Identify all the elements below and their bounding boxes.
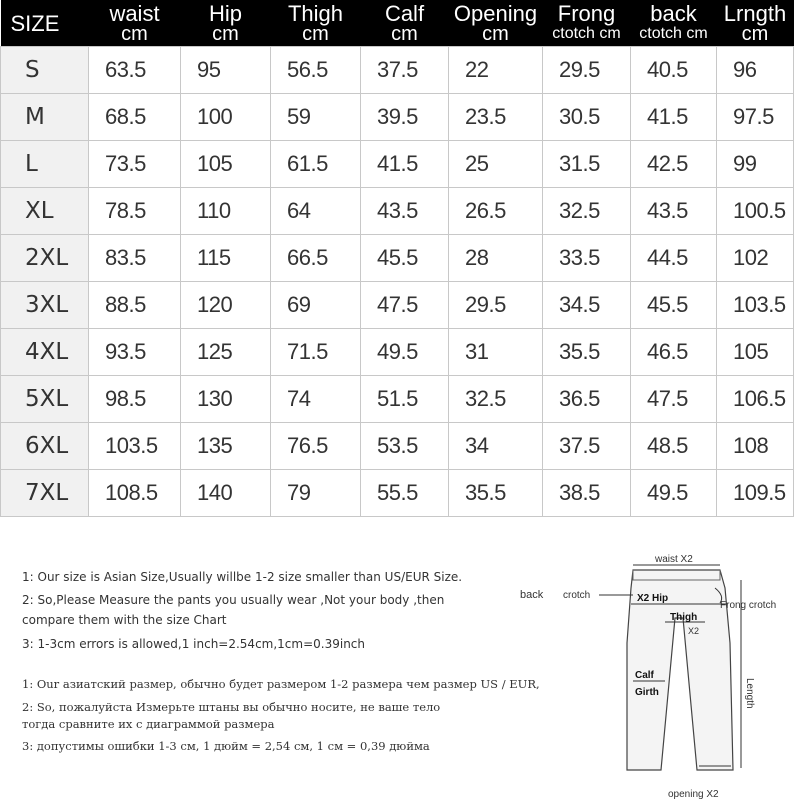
diagram-hip-label: X2 Hip [637,593,669,604]
cell-front-crotch: 35.5 [543,329,631,376]
cell-waist: 108.5 [89,470,181,517]
table-row [1,423,794,470]
cell-back-crotch: 44.5 [631,235,717,282]
cell-thigh: 76.5 [271,423,361,470]
cell-thigh: 66.5 [271,235,361,282]
note-en-2b: compare them with the size Chart [22,613,227,627]
column-header-unit: cm [121,23,148,45]
diagram-back-label: back [520,589,544,601]
cell-length: 96 [717,47,794,94]
cell-opening: 25 [449,141,543,188]
cell-hip: 125 [181,329,271,376]
column-header-title: Opening [453,1,538,26]
note-ru-3: 3: допустимы ошибки 1-3 см, 1 дюйм = 2,54 см, 1 см = 0,39 дюйма [22,739,430,753]
cell-front-crotch: 30.5 [543,94,631,141]
note-en-1: 1: Our size is Asian Size,Usually willbe 1-2 size smaller than US/EUR Size. [22,570,463,584]
cell-front-crotch: 37.5 [543,423,631,470]
cell-opening: 35.5 [449,470,543,517]
diagram-thigh-label: Thigh [670,612,698,623]
cell-hip: 100 [181,94,271,141]
column-header-6 [543,0,631,47]
column-header-7 [631,0,717,47]
column-header-unit: cm [302,23,329,45]
cell-thigh: 59 [271,94,361,141]
cell-waist: 98.5 [89,376,181,423]
cell-calf: 53.5 [361,423,449,470]
cell-size: M [1,94,89,141]
cell-size: S [1,47,89,94]
table-row [1,235,794,282]
column-header-4 [361,0,449,47]
diagram-calf-label: Calf [635,670,654,681]
cell-length: 108 [717,423,794,470]
cell-calf: 51.5 [361,376,449,423]
cell-calf: 47.5 [361,282,449,329]
cell-hip: 140 [181,470,271,517]
table-row [1,470,794,517]
cell-back-crotch: 47.5 [631,376,717,423]
column-header-5 [449,0,543,47]
cell-length: 105 [717,329,794,376]
cell-length: 109.5 [717,470,794,517]
column-header-unit: cm [482,23,509,45]
cell-length: 106.5 [717,376,794,423]
cell-opening: 22 [449,47,543,94]
column-header-title: Calf [384,1,425,26]
cell-back-crotch: 46.5 [631,329,717,376]
cell-waist: 88.5 [89,282,181,329]
cell-calf: 55.5 [361,470,449,517]
cell-back-crotch: 40.5 [631,47,717,94]
column-header-unit: cm [212,23,239,45]
cell-waist: 73.5 [89,141,181,188]
cell-calf: 39.5 [361,94,449,141]
column-header-title: Hip [208,1,242,26]
cell-calf: 37.5 [361,47,449,94]
cell-thigh: 71.5 [271,329,361,376]
cell-thigh: 56.5 [271,47,361,94]
cell-front-crotch: 29.5 [543,47,631,94]
diagram-back-crotch-label: crotch [563,590,591,601]
cell-size: 5XL [1,376,89,423]
cell-back-crotch: 45.5 [631,282,717,329]
table-row [1,94,794,141]
pants-measurement-diagram [515,548,800,800]
column-header-unit: cm [741,23,769,45]
cell-calf: 43.5 [361,188,449,235]
cell-opening: 34 [449,423,543,470]
cell-size: XL [1,188,89,235]
cell-size: 2XL [1,235,89,282]
cell-back-crotch: 49.5 [631,470,717,517]
column-header-unit: ctotch cm [639,25,708,42]
cell-length: 102 [717,235,794,282]
note-ru-1: 1: Our азиатский размер, обычно будет размером 1-2 размера чем размер US / EUR, [22,677,540,691]
cell-waist: 103.5 [89,423,181,470]
cell-thigh: 64 [271,188,361,235]
cell-opening: 23.5 [449,94,543,141]
cell-opening: 26.5 [449,188,543,235]
table-header-row [1,0,794,47]
cell-waist: 63.5 [89,47,181,94]
column-header-8 [717,0,794,47]
cell-length: 103.5 [717,282,794,329]
cell-size: 7XL [1,470,89,517]
note-ru-2: 2: So, пожалуйста Измерьте штаны вы обычно носите, не ваше тело [22,700,441,714]
table-body [1,47,794,517]
cell-back-crotch: 43.5 [631,188,717,235]
cell-thigh: 79 [271,470,361,517]
cell-hip: 105 [181,141,271,188]
column-header-3 [271,0,361,47]
diagram-thigh-x2-label: X2 [688,626,700,636]
cell-size: 6XL [1,423,89,470]
cell-length: 97.5 [717,94,794,141]
cell-opening: 28 [449,235,543,282]
diagram-opening-label: opening X2 [668,789,719,800]
column-header-title: Thigh [287,1,344,26]
cell-front-crotch: 36.5 [543,376,631,423]
cell-hip: 115 [181,235,271,282]
cell-calf: 41.5 [361,141,449,188]
column-header-0 [1,0,89,47]
table-row [1,141,794,188]
cell-length: 99 [717,141,794,188]
cell-thigh: 74 [271,376,361,423]
cell-hip: 95 [181,47,271,94]
column-header-unit: ctotch cm [552,25,621,42]
cell-waist: 93.5 [89,329,181,376]
cell-opening: 29.5 [449,282,543,329]
cell-length: 100.5 [717,188,794,235]
cell-hip: 110 [181,188,271,235]
column-header-title: waist [109,1,160,26]
cell-opening: 32.5 [449,376,543,423]
cell-hip: 130 [181,376,271,423]
cell-calf: 45.5 [361,235,449,282]
column-header-1 [89,0,181,47]
note-en-3: 3: 1-3cm errors is allowed,1 inch=2.54cm,1cm=0.39inch [22,637,366,651]
cell-front-crotch: 31.5 [543,141,631,188]
cell-opening: 31 [449,329,543,376]
cell-size: 3XL [1,282,89,329]
table-row [1,376,794,423]
table-row [1,329,794,376]
cell-front-crotch: 32.5 [543,188,631,235]
table-row [1,282,794,329]
diagram-front-crotch-label: Frong crotch [720,600,777,611]
cell-front-crotch: 38.5 [543,470,631,517]
column-header-title: Frong [557,1,616,26]
cell-thigh: 61.5 [271,141,361,188]
column-header-title: SIZE [10,11,60,36]
cell-hip: 135 [181,423,271,470]
column-header-title: Lrngth [723,1,787,26]
cell-back-crotch: 48.5 [631,423,717,470]
cell-size: 4XL [1,329,89,376]
cell-calf: 49.5 [361,329,449,376]
diagram-waist-label: waist X2 [655,554,693,565]
cell-waist: 68.5 [89,94,181,141]
cell-size: L [1,141,89,188]
cell-waist: 78.5 [89,188,181,235]
note-en-2: 2: So,Please Measure the pants you usually wear ,Not your body ,then [22,593,445,607]
table-row [1,47,794,94]
cell-front-crotch: 34.5 [543,282,631,329]
note-ru-2b: тогда сравните их с диаграммой размера [22,717,275,731]
column-header-title: back [650,1,697,26]
cell-thigh: 69 [271,282,361,329]
cell-back-crotch: 41.5 [631,94,717,141]
column-header-2 [181,0,271,47]
cell-back-crotch: 42.5 [631,141,717,188]
cell-waist: 83.5 [89,235,181,282]
table-row [1,188,794,235]
cell-front-crotch: 33.5 [543,235,631,282]
diagram-length-label: Length [744,678,755,709]
cell-hip: 120 [181,282,271,329]
diagram-girth-label: Girth [635,687,659,698]
column-header-unit: cm [391,23,418,45]
